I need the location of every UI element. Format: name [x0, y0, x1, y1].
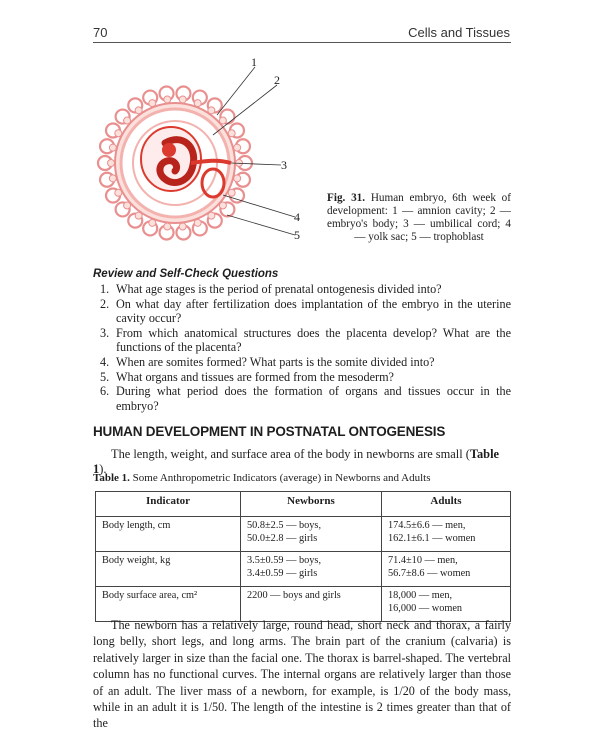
villus-shape	[234, 144, 241, 151]
embryo-illustration	[95, 55, 315, 255]
review-question	[100, 326, 511, 355]
col-header-adults: Adults	[382, 492, 511, 517]
table-caption-text: Some Anthropometric Indicators (average) in Newborns and Adults	[132, 472, 431, 484]
intro-end: ).	[99, 462, 107, 476]
figure-label-2: 2	[274, 73, 280, 87]
review-question	[100, 370, 511, 385]
section-title: HUMAN DEVELOPMENT IN POSTNATAL ONTOGENESIS	[93, 424, 446, 439]
villus-shape	[109, 175, 116, 182]
adult-value: 71.4±10 — men,	[388, 555, 458, 566]
cell-indicator: Body weight, kg	[96, 552, 241, 587]
question-number: 6.	[100, 384, 110, 399]
figure-caption-text: Human embryo, 6th week of development: 1 — amnion cavity; 2 — embryo's body; 3 — umbilical cord; 4 — yolk sac; 5 — trophoblast	[327, 192, 511, 243]
question-number: 1.	[100, 282, 110, 296]
running-title: Cells and Tissues	[408, 25, 510, 40]
cell-indicator: Body surface area, cm²	[96, 587, 241, 622]
question-text: What organs and tissues are formed from the mesoderm?	[116, 369, 394, 384]
figure-caption-lead: Fig. 31.	[327, 192, 366, 204]
embryo-head	[162, 143, 176, 157]
newborn-value: 3.4±0.59 — girls	[247, 567, 318, 579]
question-text: From which anatomical structures does the placenta develop? What are the functions of the placenta?	[116, 325, 511, 355]
adult-value: 18,000 — men,	[388, 590, 453, 601]
review-question	[100, 384, 511, 413]
question-number: 2.	[100, 296, 110, 311]
newborn-value: 50.8±2.5 — boys,	[247, 520, 322, 531]
cell-newborns	[241, 517, 382, 552]
question-text: When are somites formed? What parts is the somite divided into?	[116, 354, 435, 369]
header-rule	[93, 42, 511, 43]
leader-line	[227, 215, 295, 235]
cell-indicator: Body length, cm	[96, 517, 241, 552]
col-header-newborns: Newborns	[241, 492, 382, 517]
newborn-value: 50.0±2.8 — girls	[247, 532, 318, 544]
review-question	[100, 282, 511, 297]
leader-line	[217, 67, 255, 115]
leader-line	[213, 85, 277, 135]
villus-shape	[179, 96, 186, 103]
review-question-list	[100, 282, 511, 413]
adult-value: 16,000 — women	[388, 602, 463, 614]
adult-value: 174.5±6.6 — men,	[388, 520, 466, 531]
review-question	[100, 355, 511, 370]
anthropometric-table	[95, 491, 511, 622]
question-text: What age stages is the period of prenatal ontogenesis divided into?	[116, 282, 442, 296]
question-number: 4.	[100, 354, 110, 369]
intro-text: The length, weight, and surface area of the body in newborns are small (	[111, 447, 470, 461]
villus-shape	[108, 160, 115, 167]
question-text: During what period does the formation of organs and tissues occur in the embryo?	[116, 384, 511, 413]
table-row	[96, 517, 511, 552]
newborn-value: 3.5±0.59 — boys,	[247, 555, 322, 566]
newborn-value: 2200 — boys and girls	[247, 590, 341, 601]
page-number: 70	[93, 25, 108, 40]
table-caption	[93, 472, 430, 484]
table-caption-lead: Table 1.	[93, 472, 130, 484]
cell-adults	[382, 552, 511, 587]
figure-label-1: 1	[251, 55, 257, 69]
table-row	[96, 552, 511, 587]
villus-shape	[234, 175, 241, 182]
table-header-row	[96, 492, 511, 517]
col-header-indicator: Indicator	[96, 492, 241, 517]
villus-shape	[164, 96, 171, 103]
intro-table-ref: Table 1	[93, 447, 500, 476]
review-question	[100, 297, 511, 326]
figure-caption	[327, 192, 511, 244]
embryo-figure	[95, 55, 315, 255]
figure-label-4: 4	[294, 210, 300, 224]
villus-shape	[109, 144, 116, 151]
cell-newborns	[241, 552, 382, 587]
review-title: Review and Self-Check Questions	[93, 268, 279, 280]
figure-label-5: 5	[294, 228, 300, 242]
cell-adults	[382, 517, 511, 552]
figure-label-3: 3	[281, 158, 287, 172]
question-text: On what day after fertilization does implantation of the embryo in the uterine cavity occur?	[116, 296, 511, 326]
villus-shape	[179, 223, 186, 230]
body-paragraph: The newborn has a relatively large, round head, short neck and thorax, a fairly long belly, short legs, and long arms. The brain part of the cranium (calvaria) is relatively larger in size than the facial one. The thorax is barrel-shaped. The vertebral column has no functional curves. The internal organs are relatively larger than those of an adult. The liver mass of a newborn, for example, is 1/20 of the body mass, while in an adult it is 1/50. The length of the intestine is 2 times greater than that of the	[93, 618, 511, 731]
question-number: 3.	[100, 325, 110, 340]
adult-value: 162.1±6.1 — women	[388, 532, 476, 544]
villus-shape	[164, 223, 171, 230]
adult-value: 56.7±8.6 — women	[388, 567, 471, 579]
umbilical-cord	[191, 161, 231, 163]
question-number: 5.	[100, 369, 110, 384]
